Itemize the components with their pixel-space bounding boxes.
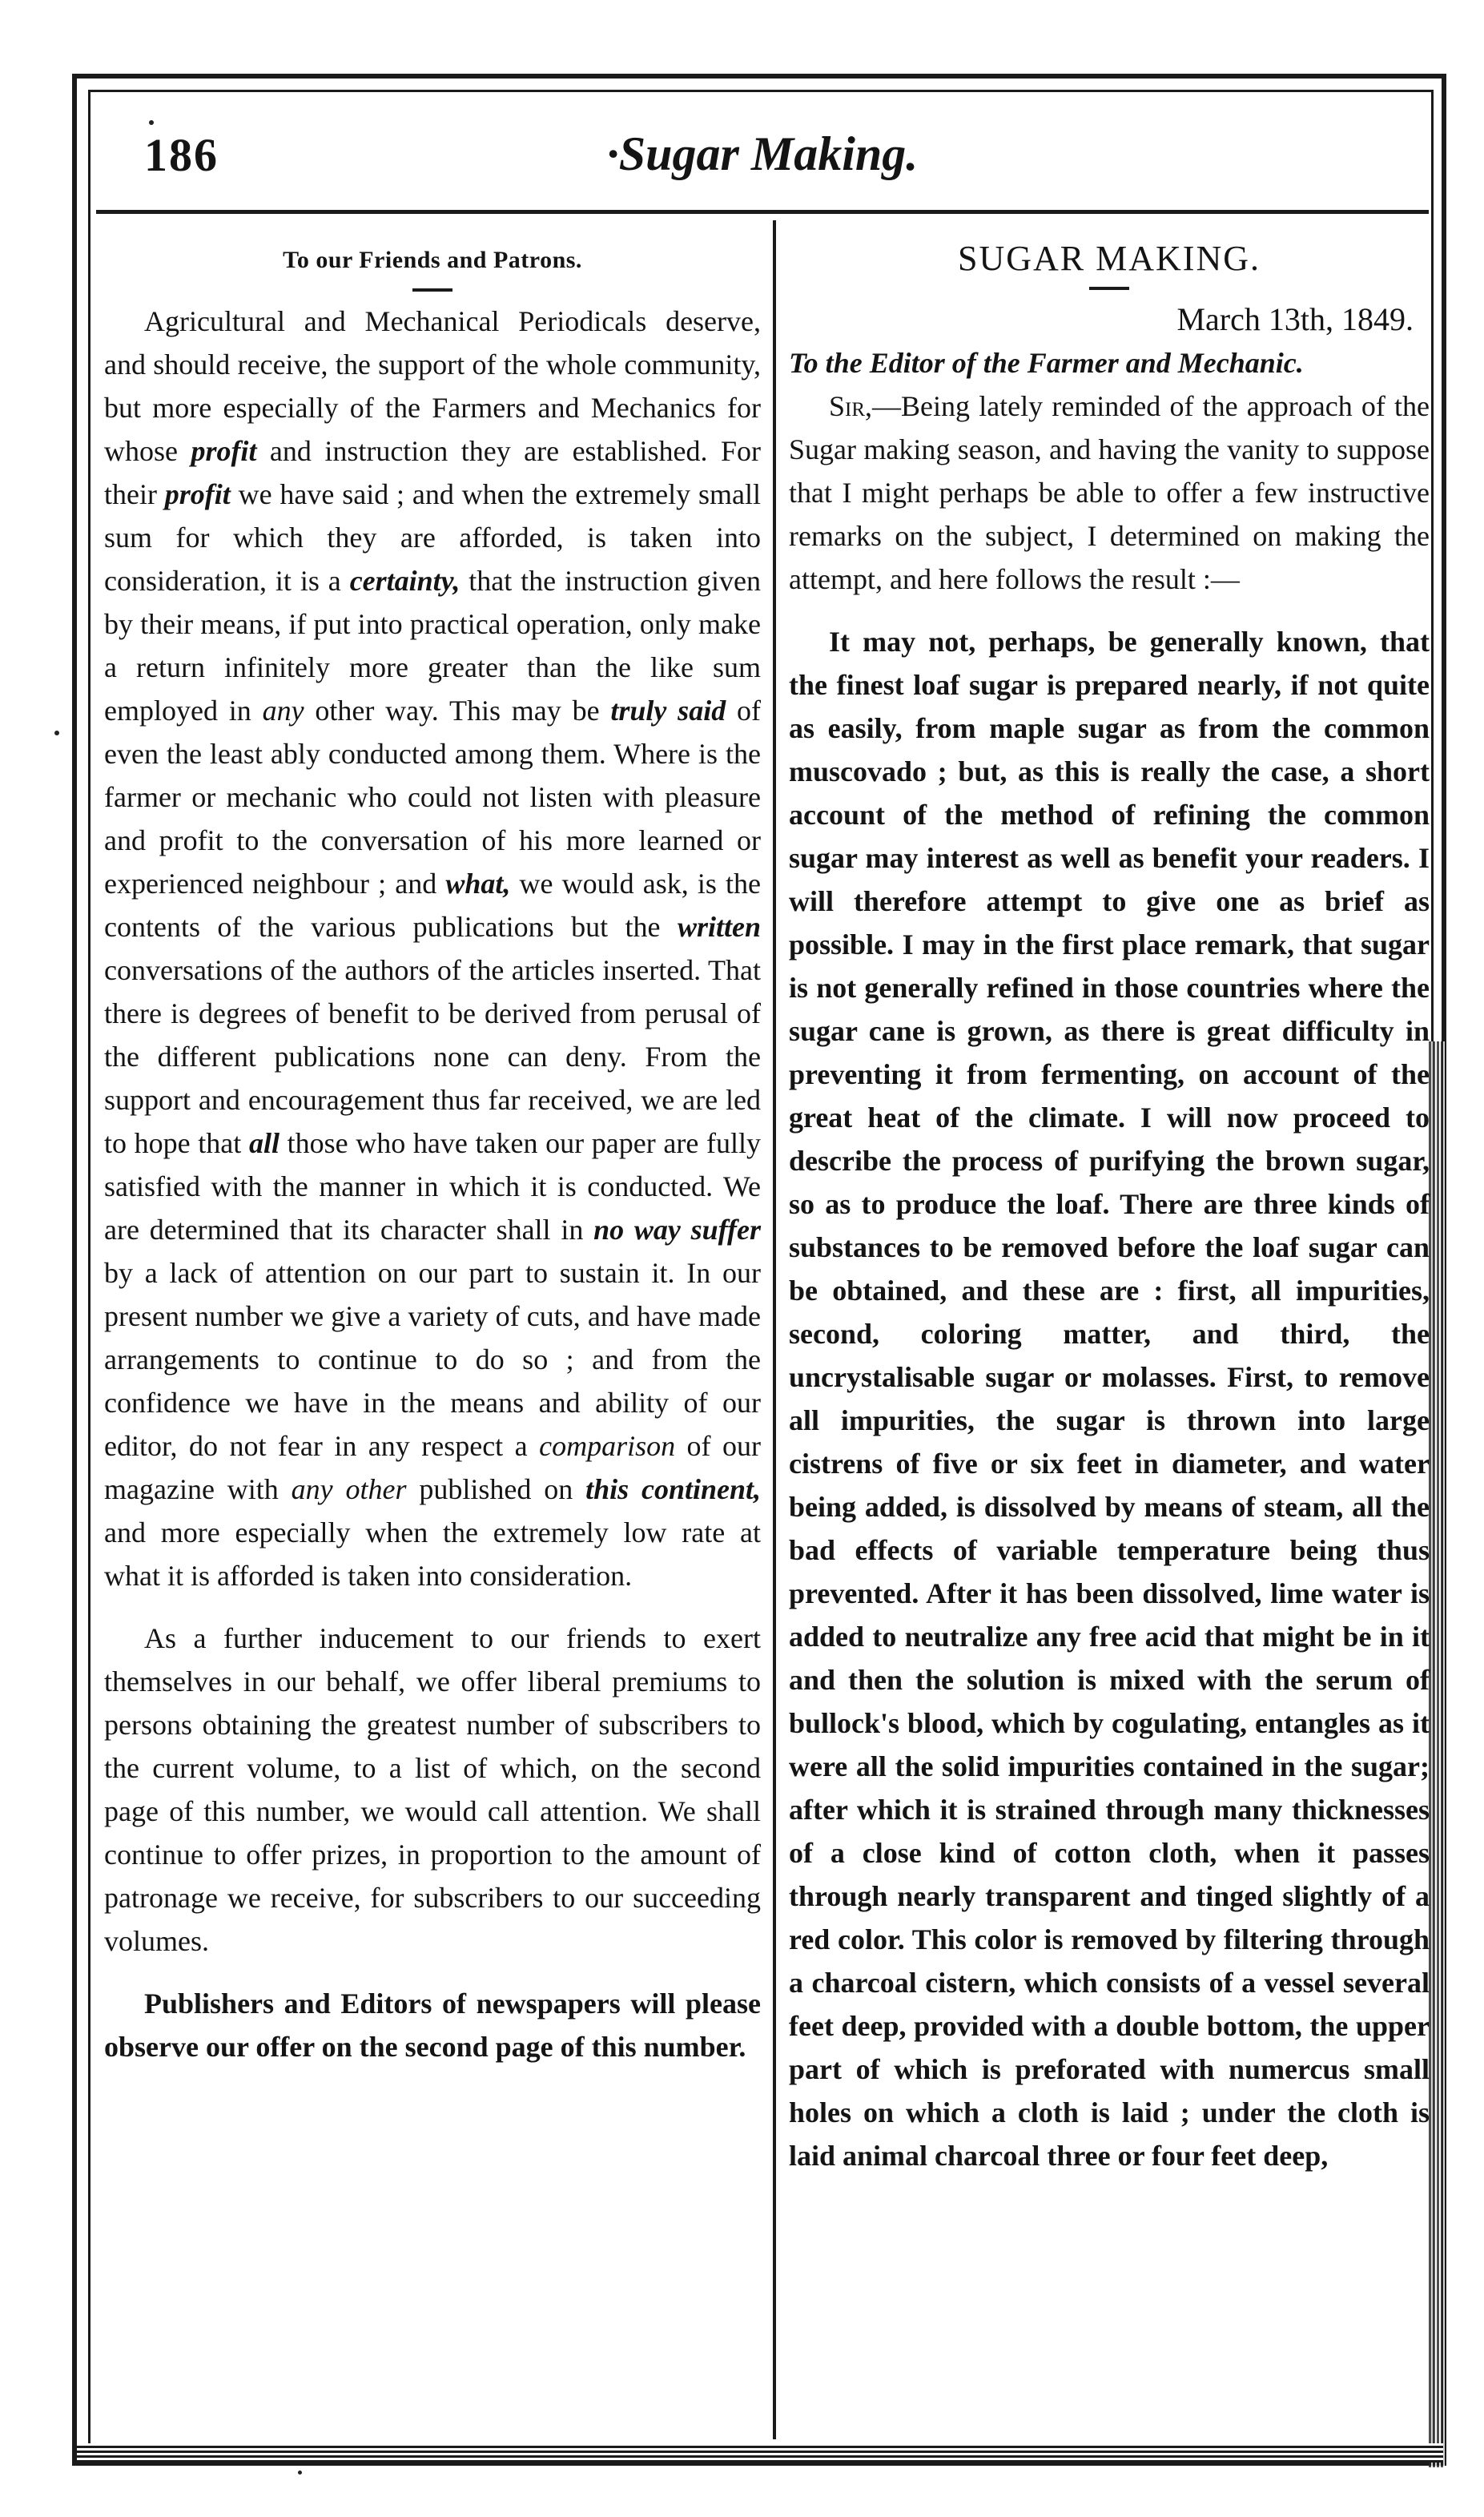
page-number: 186 xyxy=(144,129,219,181)
text-run: of our magazine with xyxy=(104,1430,762,1505)
emphasis-text: any xyxy=(262,695,304,727)
header-rule xyxy=(96,210,1429,214)
emphasis-text: any other xyxy=(291,1473,407,1505)
left-column-heading: To our Friends and Patrons. xyxy=(283,247,582,273)
emphasis-text: what, xyxy=(445,868,511,900)
salutation-text: Sir, xyxy=(829,390,873,422)
page-border-shadow xyxy=(1429,1041,1445,2467)
emphasis-text: comparison xyxy=(539,1430,676,1462)
emphasis-text: truly said xyxy=(610,695,726,727)
letter-paragraph xyxy=(789,385,1430,601)
running-title: ·Sugar Making. xyxy=(606,127,919,180)
letter-salutation: To the Editor of the Farmer and Mechanic. xyxy=(789,347,1304,379)
article-paragraph xyxy=(104,300,761,1597)
text-run: we have said ; and when the extremely small sum for which they are afforded, is taken into consideration, it is a xyxy=(104,478,761,597)
text-run: we would ask, is the contents of the various publications but the xyxy=(104,868,761,943)
emphasis-text: profit xyxy=(164,478,231,510)
emphasis-text: profit xyxy=(191,435,257,467)
ink-speck xyxy=(54,731,59,735)
text-run: It may not, perhaps, be generally known, that the finest loaf sugar is prepared nearly, if not quite as easily, from maple sugar as from the common muscovado ; but, as this is really the case, a short account of the method of refining the common sugar may interest as well as benefit your readers. I will therefore attempt to give one as brief as possible. I may in the first place remark, that sugar is not generally refined in those countries where the sugar cane is grown, as there is great difficulty in preventing it from fermenting, on account of the great heat of the climate. I will now proceed to describe the process of purifying the brown sugar, so as to produce the loaf. There are three kinds of substances to be removed before the loaf sugar can be obtained, and these are : first, all impurities, second, coloring matter, and third, the uncrystalisable sugar or molasses. First, to remove all impurities, the sugar is thrown into large cistrens of five or six feet in diameter, and water being added, is dissolved by means of steam, all the bad effects of variable temperature being thus prevented. After it has been dissolved, lime water is added to neutralize any free acid that might be in it and then the solution is mixed with the serum of bullock's blood, which by cogulating, entangles as it were all the solid impurities contained in the sugar; after which it is strained through many thicknesses of a close kind of cotton cloth, when it passes through nearly transparent and tinged slightly of a red color. This color is removed by filtering through a charcoal cistern, which consists of a vessel several feet deep, provided with a double bottom, the upper part of which is preforated with numercus small holes on which a cloth is laid ; under the cloth is laid animal charcoal three or four feet deep, xyxy=(789,626,1430,2172)
column-divider xyxy=(773,220,776,2439)
text-run: of even the least ably conducted among them. Where is the farmer or mechanic who could not listen with pleasure and profit to the conversation of his more learned or experienced neighbour ; and xyxy=(104,695,762,900)
text-run: As a further inducement to our friends to exert themselves in our behalf, we offer liberal premiums to persons obtaining the greatest number of subscribers to the current volume, to a list of which, on the second page of this number, we would call attention. We shall continue to offer prizes, in proportion to the amount of patronage we receive, for subscribers to our succeeding volumes. xyxy=(104,1622,761,1957)
ink-speck xyxy=(149,120,154,125)
text-run: conversations of the authors of the articles inserted. That there is degrees of benefit to be derived from perusal of the different publications none can deny. From the support and encouragement thus far received, we are led to hope that xyxy=(104,954,761,1159)
left-column xyxy=(104,232,761,2068)
text-run: Agricultural and Mechanical Periodicals deserve, and should receive, the support of the whole community, but more especially of the Farmers and Mechanics for whose xyxy=(104,305,761,467)
text-run: and instruction they are established. For their xyxy=(104,435,761,510)
right-column-heading: SUGAR MAKING. xyxy=(957,239,1261,278)
emphasis-text: certainty, xyxy=(349,565,460,597)
text-run: those who have taken our paper are fully satisfied with the manner in which it is conducted. We are determined that its character shall in xyxy=(104,1127,761,1246)
article-paragraph xyxy=(104,1617,761,1963)
emphasis-text: written xyxy=(677,911,761,943)
text-run: and more especially when the extremely low rate at what it is afforded is taken into consideration. xyxy=(104,1516,761,1592)
dateline: March 13th, 1849. xyxy=(1176,301,1414,337)
text-run: Publishers and Editors of newspapers will please observe our offer on the second page of this number. xyxy=(104,1987,761,2063)
emphasis-text: no way suffer xyxy=(593,1214,761,1246)
heading-dash xyxy=(412,288,452,292)
text-run: —Being lately reminded of the approach of the Sugar making season, and having the vanity to suppose that I might perhaps be able to offer a few instructive remarks on the subject, I determined on making the attempt, and here follows the result :— xyxy=(789,390,1430,595)
ink-speck xyxy=(298,2471,302,2475)
page-border-bottom xyxy=(77,2443,1443,2463)
emphasis-text: this continent, xyxy=(585,1473,762,1505)
letter-paragraph xyxy=(789,620,1430,2177)
article-paragraph xyxy=(104,1982,761,2068)
text-run: by a lack of attention on our part to sustain it. In our present number we give a variety of cuts, and have made arrangements to continue to do so ; and from the confidence we have in the means and ability of our editor, do not fear in any respect a xyxy=(104,1257,761,1462)
page-header xyxy=(96,112,1429,208)
right-column xyxy=(789,232,1430,2177)
heading-dash xyxy=(1089,287,1129,290)
text-run: published on xyxy=(406,1473,586,1505)
emphasis-text: all xyxy=(248,1127,280,1159)
text-run: other way. This may be xyxy=(304,695,611,727)
text-run: that the instruction given by their means, if put into practical operation, only make a return infinitely more greater than the like sum employed in xyxy=(104,565,761,727)
